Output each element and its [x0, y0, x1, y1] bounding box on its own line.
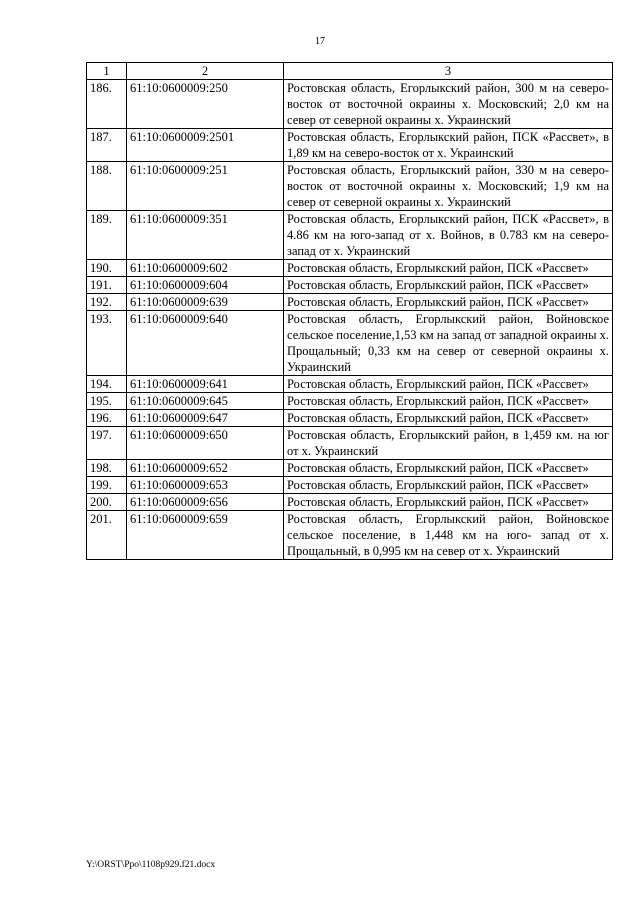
- column-header-number: 1: [87, 63, 127, 80]
- row-number: 201.: [87, 511, 127, 560]
- table-row: [87, 477, 613, 494]
- location-description: Ростовская область, Егорлыкский район, Войновское сельское поселение, в 1,448 км на юго- запад от х. Прощальный, в 0,995 км на север от х. Украинский: [284, 511, 613, 560]
- cadastral-number: 61:10:0600009:250: [127, 80, 284, 129]
- row-number: 197.: [87, 427, 127, 460]
- row-number: 193.: [87, 311, 127, 376]
- table-row: [87, 277, 613, 294]
- header-row: [87, 63, 613, 80]
- file-path-footer: Y:\ORST\Ppo\1108p929.f21.docx: [86, 860, 216, 870]
- row-number: 186.: [87, 80, 127, 129]
- location-description: Ростовская область, Егорлыкский район, ПСК «Рассвет», в 1,89 км на северо-восток от х. Украинский: [284, 129, 613, 162]
- location-description: Ростовская область, Егорлыкский район, ПСК «Рассвет»: [284, 260, 613, 277]
- table-row: [87, 211, 613, 260]
- location-description: Ростовская область, Егорлыкский район, 300 м на северо-восток от восточной окраины х. Московский; 2,0 км на север от северной окраины х. Украинский: [284, 80, 613, 129]
- cadastral-number: 61:10:0600009:652: [127, 460, 284, 477]
- location-description: Ростовская область, Егорлыкский район, ПСК «Рассвет»: [284, 294, 613, 311]
- table-row: [87, 376, 613, 393]
- table-header: [87, 63, 613, 80]
- table-row: [87, 129, 613, 162]
- table-row: [87, 311, 613, 376]
- page-number: 17: [315, 36, 325, 47]
- table-row: [87, 162, 613, 211]
- cadastral-number: 61:10:0600009:653: [127, 477, 284, 494]
- row-number: 200.: [87, 494, 127, 511]
- table-row: [87, 294, 613, 311]
- location-description: Ростовская область, Егорлыкский район, ПСК «Рассвет»: [284, 494, 613, 511]
- row-number: 195.: [87, 393, 127, 410]
- location-description: Ростовская область, Егорлыкский район, Войновское сельское поселение,1,53 км на запад от западной окраины х. Прощальный; 0,33 км на север от северной окраины х. Украинский: [284, 311, 613, 376]
- row-number: 196.: [87, 410, 127, 427]
- cadastral-number: 61:10:0600009:659: [127, 511, 284, 560]
- row-number: 199.: [87, 477, 127, 494]
- cadastral-number: 61:10:0600009:639: [127, 294, 284, 311]
- row-number: 190.: [87, 260, 127, 277]
- table-row: [87, 511, 613, 560]
- table-row: [87, 260, 613, 277]
- row-number: 189.: [87, 211, 127, 260]
- location-description: Ростовская область, Егорлыкский район, ПСК «Рассвет»: [284, 477, 613, 494]
- location-description: Ростовская область, Егорлыкский район, ПСК «Рассвет»: [284, 460, 613, 477]
- cadastral-number: 61:10:0600009:351: [127, 211, 284, 260]
- cadastral-number: 61:10:0600009:641: [127, 376, 284, 393]
- cadastral-number: 61:10:0600009:602: [127, 260, 284, 277]
- location-description: Ростовская область, Егорлыкский район, ПСК «Рассвет»: [284, 376, 613, 393]
- cadastral-number: 61:10:0600009:2501: [127, 129, 284, 162]
- table-row: [87, 460, 613, 477]
- cadastral-number: 61:10:0600009:656: [127, 494, 284, 511]
- location-description: Ростовская область, Егорлыкский район, ПСК «Рассвет»: [284, 393, 613, 410]
- location-description: Ростовская область, Егорлыкский район, ПСК «Рассвет»: [284, 277, 613, 294]
- table-row: [87, 393, 613, 410]
- location-description: Ростовская область, Егорлыкский район, ПСК «Рассвет», в 4.86 км на юго-запад от х. Войнов, в 0.783 км на северо-запад от х. Украинский: [284, 211, 613, 260]
- column-header-cadastral: 2: [127, 63, 284, 80]
- row-number: 198.: [87, 460, 127, 477]
- table-body: [87, 80, 613, 560]
- cadastral-number: 61:10:0600009:640: [127, 311, 284, 376]
- table-row: [87, 427, 613, 460]
- cadastral-number: 61:10:0600009:251: [127, 162, 284, 211]
- row-number: 191.: [87, 277, 127, 294]
- location-description: Ростовская область, Егорлыкский район, ПСК «Рассвет»: [284, 410, 613, 427]
- table-row: [87, 494, 613, 511]
- cadastral-number: 61:10:0600009:645: [127, 393, 284, 410]
- cadastral-number: 61:10:0600009:604: [127, 277, 284, 294]
- row-number: 188.: [87, 162, 127, 211]
- cadastral-table: [86, 62, 613, 560]
- cadastral-number: 61:10:0600009:647: [127, 410, 284, 427]
- table-row: [87, 80, 613, 129]
- table-row: [87, 410, 613, 427]
- column-header-address: 3: [284, 63, 613, 80]
- row-number: 194.: [87, 376, 127, 393]
- row-number: 192.: [87, 294, 127, 311]
- location-description: Ростовская область, Егорлыкский район, в 1,459 км. на юг от х. Украинский: [284, 427, 613, 460]
- cadastral-number: 61:10:0600009:650: [127, 427, 284, 460]
- row-number: 187.: [87, 129, 127, 162]
- location-description: Ростовская область, Егорлыкский район, 330 м на северо-восток от восточной окраины х. Московский; 1,9 км на север от северной окраины х. Украинский: [284, 162, 613, 211]
